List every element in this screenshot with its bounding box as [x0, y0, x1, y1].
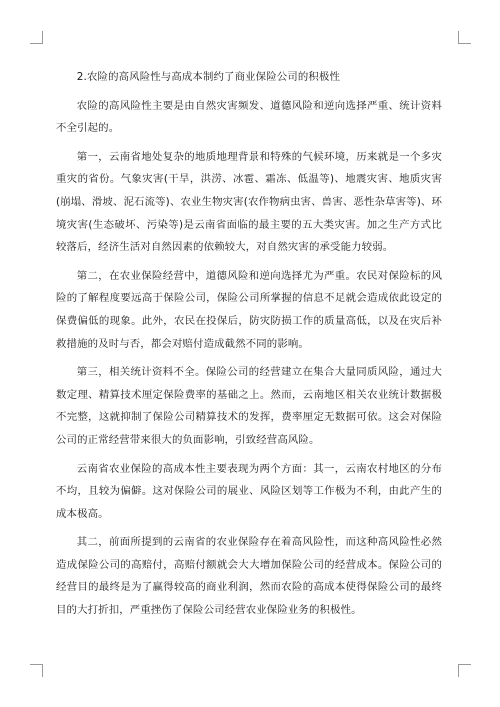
paragraph-4: 第三，相关统计资料不全。保险公司的经营建立在集合大量同质风险，通过大数定理、精算技术厘定保险费率的基础之上。然而，云南地区相关农业统计数据极不完整，这就抑制了保险公司精算技术的发挥，费率厘定无数据可依。这会对保险公司的正常经营带来很大的负面影响，引致经营高风险。: [56, 366, 442, 446]
paragraph-6: 其二，前面所提到的云南省的农业保险存在着高风险性，而这种高风险性必然造成保险公司的高赔付，高赔付额就会大大增加保险公司的经营成本。保险公司的经营目的最终是为了赢得较高的商业利润，然而农险的高成本使得保险公司的最终目的大打折扣，严重挫伤了保险公司经营农业保险业务的积极性。: [56, 536, 442, 617]
paragraph-2: 第一，云南省地处复杂的地质地理背景和特殊的气候环境，历来就是一个多灾重灾的省份。气象灾害(干旱，洪涝、冰雹、霜冻、低温等)、地震灾害、地质灾害(崩塌、滑坡、泥石流等)、农业生物灾害(农作物病虫害、兽害、恶性杂草害等)、环境灾害(生态破坏、污染等)是云南省面临的最主要的五大类灾害。加之生产方式比较落后，经济生活对自然因素的依赖较大，对自然灾害的承受能力较弱。: [56, 150, 442, 254]
section-heading: 2.农险的高风险性与高成本制约了商业保险公司的积极性: [76, 71, 340, 83]
paragraph-3: 第二，在农业保险经营中，道德风险和逆向选择尤为严重。农民对保险标的风险的了解程度要远高于保险公司，保险公司所掌握的信息不足就会造成依此设定的保费偏低的现象。此外，农民在投保后，防灾防损工作的质量高低，以及在灾后补救措施的及时与否，都会对赔付造成截然不同的影响。: [56, 269, 442, 350]
document-body: [56, 66, 442, 628]
crop-mark-bottom-left: [30, 664, 43, 677]
crop-mark-bottom-right: [458, 664, 471, 677]
crop-mark-top-left: [30, 31, 43, 44]
paragraph-1: 农险的高风险性主要是由自然灾害频发、道德风险和逆向选择严重、统计资料不全引起的。: [56, 99, 442, 135]
crop-mark-top-right: [458, 31, 471, 44]
paragraph-5: 云南省农业保险的高成本性主要表现为两个方面：其一，云南农村地区的分布不均，且较为偏僻。这对保险公司的展业、风险区划等工作极为不利，由此产生的成本极高。: [56, 462, 442, 520]
